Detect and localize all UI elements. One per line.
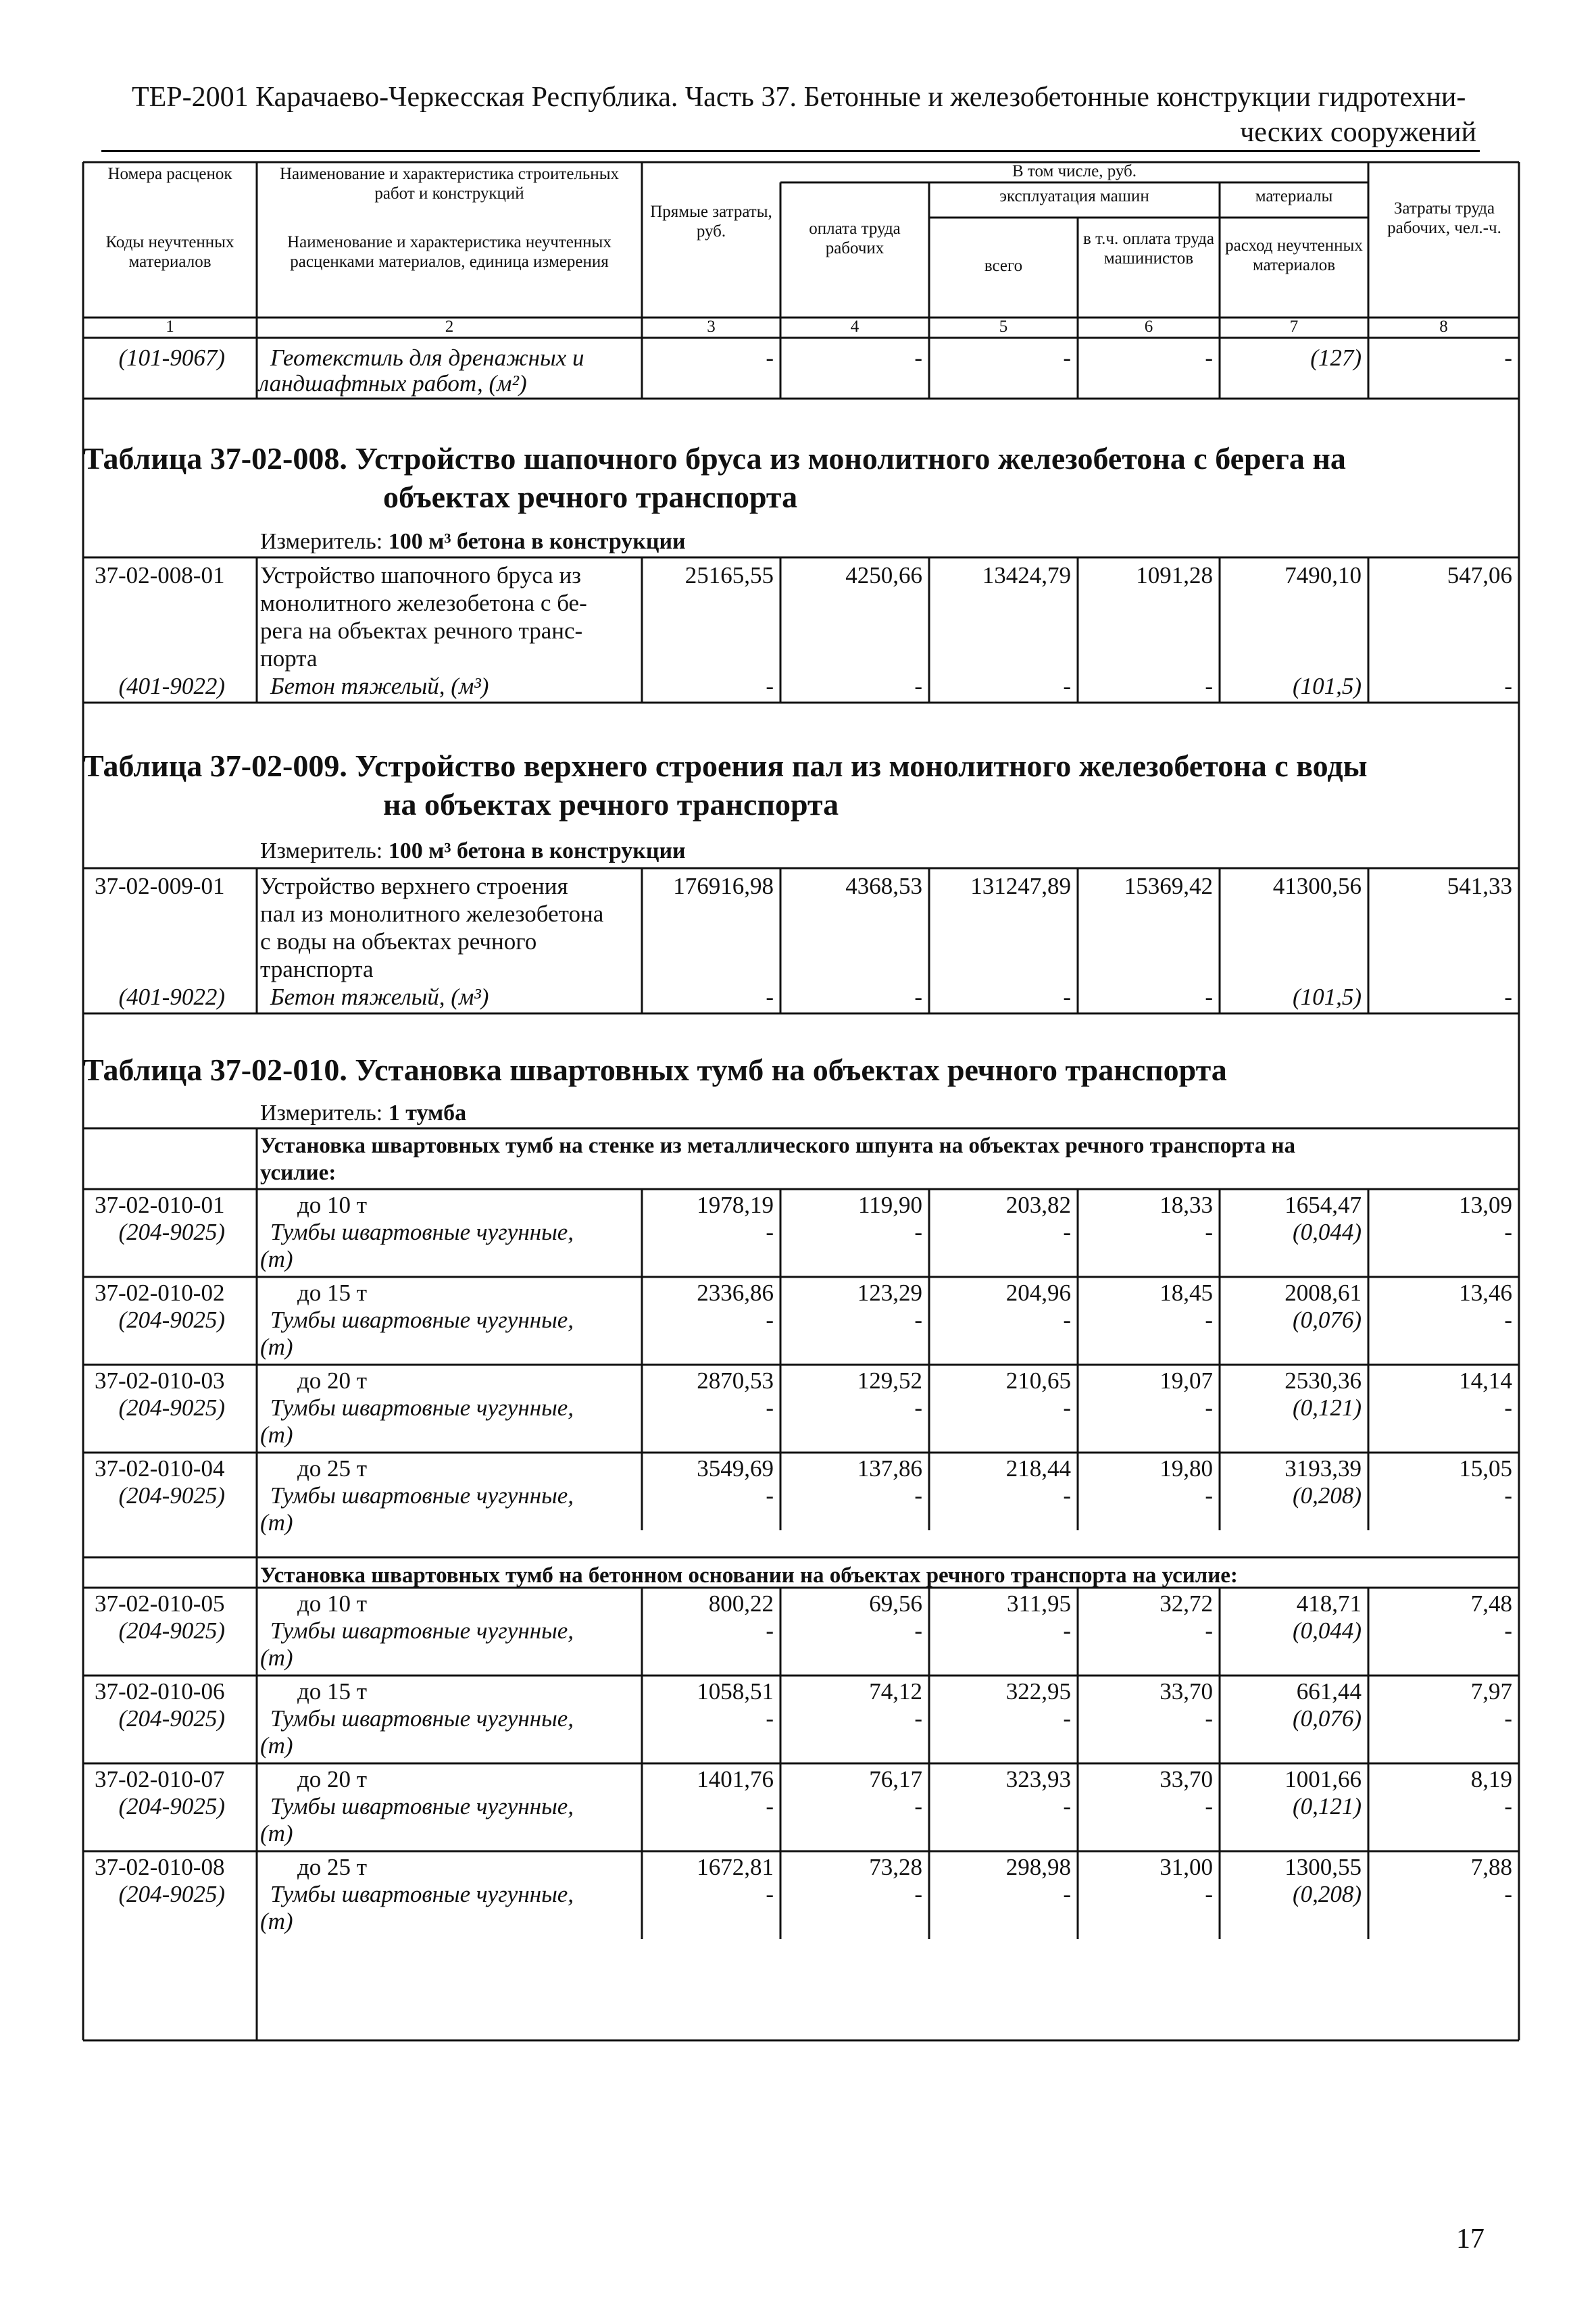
t010-row-m6: - — [1205, 1219, 1213, 1245]
t008-measure — [260, 528, 686, 555]
t010-row-mat-name: Тумбы швартовные чугунные, — [270, 1617, 574, 1644]
t010-row-v7: 661,44 — [1296, 1678, 1362, 1705]
t010-row-v5: 218,44 — [1005, 1455, 1071, 1482]
t008-m5: - — [1063, 673, 1071, 699]
t010-row-v5: 204,96 — [1005, 1280, 1071, 1306]
t010-row-mat-unit: (т) — [260, 1908, 293, 1934]
t010-row-v8: 15,05 — [1459, 1455, 1512, 1482]
t010-row-v8: 13,09 — [1459, 1192, 1512, 1218]
header-line-1: ТЕР-2001 Карачаево-Черкесская Республика. Часть 37. Бетонные и железобетонные конструкции гидротехни- — [132, 82, 1466, 113]
col-number-2: 2 — [445, 318, 454, 336]
t008-name-3: рега на объектах речного транс- — [260, 618, 583, 644]
top-row-name-2: ландшафтных работ, (м²) — [259, 370, 527, 397]
col1-header-top: Номера расценок — [107, 165, 232, 183]
t010-row-v7: 2530,36 — [1285, 1367, 1362, 1394]
t010-row-v8: 8,19 — [1470, 1766, 1512, 1792]
t010-row-name: до 25 т — [297, 1455, 368, 1482]
t010-row-code: 37-02-010-08 — [95, 1854, 225, 1880]
col1-header-bottom: Коды неучтенных материалов — [105, 233, 234, 271]
top-row-v6: - — [1205, 345, 1213, 371]
t010-row-v6: 31,00 — [1159, 1854, 1213, 1880]
t009-name-3: с воды на объектах речного — [260, 928, 537, 955]
t010-row-v8: 7,48 — [1470, 1590, 1512, 1617]
t008-code: 37-02-008-01 — [95, 562, 225, 588]
t010-row-m8: - — [1504, 1793, 1512, 1819]
t009-mat-name: Бетон тяжелый, (м³) — [270, 984, 489, 1010]
t010-row-m7: (0,121) — [1292, 1394, 1362, 1421]
col-number-5: 5 — [999, 318, 1008, 336]
t010-row-m8: - — [1504, 1219, 1512, 1245]
t010-row-v6: 19,80 — [1159, 1455, 1213, 1482]
t010-row-code: 37-02-010-07 — [95, 1766, 225, 1792]
t010-row-v6: 33,70 — [1159, 1766, 1213, 1792]
t008-v7: 7490,10 — [1285, 562, 1362, 588]
t008-m3: - — [766, 673, 774, 699]
t008-title-1: Таблица 37-02-008. Устройство шапочного бруса из монолитного железобетона с берега на — [83, 441, 1346, 476]
t010-row-m6: - — [1205, 1881, 1213, 1907]
t008-m4: - — [914, 673, 922, 699]
t010-row-v8: 14,14 — [1459, 1367, 1512, 1394]
t008-m6: - — [1205, 673, 1213, 699]
t010-row-m8: - — [1504, 1705, 1512, 1732]
t009-v4: 4368,53 — [845, 873, 922, 899]
t010-row-code: 37-02-010-06 — [95, 1678, 225, 1705]
t010-row-code: 37-02-010-02 — [95, 1280, 225, 1306]
t010-row-mat-name: Тумбы швартовные чугунные, — [270, 1793, 574, 1819]
t009-name-4: транспорта — [260, 956, 374, 982]
t010-row-name: до 15 т — [297, 1280, 368, 1306]
t008-measure-value: 100 м³ бетона в конструкции — [388, 529, 686, 554]
t010-row-m4: - — [914, 1881, 922, 1907]
t010-row-v5: 210,65 — [1005, 1367, 1071, 1394]
t010-row-mat-name: Тумбы швартовные чугунные, — [270, 1219, 574, 1245]
t010-title: Таблица 37-02-010. Установка швартовных тумб на объектах речного транспорта — [83, 1053, 1227, 1087]
t010-row-name: до 20 т — [297, 1766, 368, 1792]
t010-row-m6: - — [1205, 1307, 1213, 1333]
top-row-v4: - — [914, 345, 922, 371]
t010-row-v6: 19,07 — [1159, 1367, 1213, 1394]
t010-row-v6: 18,33 — [1159, 1192, 1213, 1218]
t010-row-m3: - — [766, 1793, 774, 1819]
t010-row-v4: 119,90 — [858, 1192, 922, 1218]
page-number: 17 — [1456, 2223, 1485, 2255]
t010-row-mat-unit: (т) — [260, 1732, 293, 1759]
t010-row-m4: - — [914, 1482, 922, 1509]
t010-row-m3: - — [766, 1394, 774, 1421]
t010-row-v8: 7,88 — [1470, 1854, 1512, 1880]
t010-row-m7: (0,208) — [1292, 1881, 1362, 1907]
t010-row-mat-unit: (т) — [260, 1246, 293, 1272]
t010-row-m6: - — [1205, 1482, 1213, 1509]
t010-row-v4: 69,56 — [869, 1590, 922, 1617]
col2-header-bottom: Наименование и характеристика неучтенных расценками материалов, единица измерения — [287, 233, 612, 271]
t010-section-1-line-2: усилие: — [260, 1161, 336, 1185]
t010-row-v3: 2336,86 — [697, 1280, 774, 1306]
t010-row-v3: 1058,51 — [697, 1678, 774, 1705]
t010-row-m4: - — [914, 1617, 922, 1644]
t010-row-v3: 1401,76 — [697, 1766, 774, 1792]
t010-row-mat-code: (204-9025) — [118, 1793, 225, 1819]
t009-mat-code: (401-9022) — [118, 984, 225, 1010]
t010-row-name: до 10 т — [297, 1590, 368, 1617]
t010-row-m8: - — [1504, 1482, 1512, 1509]
t009-measure-value: 100 м³ бетона в конструкции — [388, 838, 686, 863]
t010-row-v3: 800,22 — [708, 1590, 774, 1617]
t010-row-m7: (0,076) — [1292, 1307, 1362, 1333]
t009-m7: (101,5) — [1292, 984, 1362, 1010]
t008-v8: 547,06 — [1447, 562, 1512, 588]
t010-row-mat-code: (204-9025) — [118, 1482, 225, 1509]
t010-measure-value: 1 тумба — [388, 1101, 467, 1126]
t009-v3: 176916,98 — [673, 873, 774, 899]
col6-header: в т.ч. оплата труда машинистов — [1083, 230, 1214, 268]
t010-row-m7: (0,044) — [1292, 1617, 1362, 1644]
t010-row-m3: - — [766, 1617, 774, 1644]
t010-row-v3: 1978,19 — [697, 1192, 774, 1218]
t010-row-mat-unit: (т) — [260, 1422, 293, 1448]
t010-row-v8: 7,97 — [1470, 1678, 1512, 1705]
t010-row-mat-unit: (т) — [260, 1644, 293, 1671]
t009-v6: 15369,42 — [1124, 873, 1213, 899]
t008-mat-code: (401-9022) — [118, 673, 225, 699]
t008-mat-name: Бетон тяжелый, (м³) — [270, 673, 489, 699]
t010-row-v6: 32,72 — [1159, 1590, 1213, 1617]
t009-code: 37-02-009-01 — [95, 873, 225, 899]
t010-row-m8: - — [1504, 1617, 1512, 1644]
materials-header: материалы — [1255, 187, 1333, 205]
t010-row-v4: 73,28 — [869, 1854, 922, 1880]
t010-row-m6: - — [1205, 1617, 1213, 1644]
t010-row-mat-name: Тумбы швартовные чугунные, — [270, 1307, 574, 1333]
t008-v4: 4250,66 — [845, 562, 922, 588]
col4-header: оплата труда рабочих — [809, 220, 901, 257]
t010-row-m7: (0,208) — [1292, 1482, 1362, 1509]
t008-m7: (101,5) — [1292, 673, 1362, 699]
header-line-2: ческих сооружений — [1240, 117, 1476, 148]
t010-row-mat-code: (204-9025) — [118, 1394, 225, 1421]
t010-row-m8: - — [1504, 1394, 1512, 1421]
t010-row-v4: 129,52 — [857, 1367, 922, 1394]
t010-row-v7: 1001,66 — [1285, 1766, 1362, 1792]
t009-m3: - — [766, 984, 774, 1010]
t010-row-mat-code: (204-9025) — [118, 1705, 225, 1732]
t010-row-mat-unit: (т) — [260, 1334, 293, 1360]
t010-row-mat-name: Тумбы швартовные чугунные, — [270, 1394, 574, 1421]
t010-row-m4: - — [914, 1307, 922, 1333]
t010-row-m6: - — [1205, 1705, 1213, 1732]
t009-m5: - — [1063, 984, 1071, 1010]
top-row-name-1: Геотекстиль для дренажных и — [270, 345, 584, 371]
t010-row-m5: - — [1063, 1793, 1071, 1819]
t010-row-v4: 123,29 — [857, 1280, 922, 1306]
t010-row-m8: - — [1504, 1307, 1512, 1333]
t010-row-m3: - — [766, 1881, 774, 1907]
t010-row-mat-name: Тумбы швартовные чугунные, — [270, 1482, 574, 1509]
t010-row-mat-name: Тумбы швартовные чугунные, — [270, 1881, 574, 1907]
t010-row-m4: - — [914, 1394, 922, 1421]
col7-header: расход неучтенных материалов — [1225, 236, 1363, 274]
t010-row-code: 37-02-010-01 — [95, 1192, 225, 1218]
machines-header: эксплуатация машин — [999, 187, 1149, 205]
t010-row-m8: - — [1504, 1881, 1512, 1907]
t010-row-m4: - — [914, 1705, 922, 1732]
t008-measure-label: Измеритель: — [260, 529, 383, 554]
top-row-v8: - — [1504, 345, 1512, 371]
t009-v5: 131247,89 — [970, 873, 1071, 899]
t010-row-m5: - — [1063, 1617, 1071, 1644]
t009-title-2: на объектах речного транспорта — [383, 787, 839, 822]
t010-row-v4: 137,86 — [857, 1455, 922, 1482]
t009-name-2: пал из монолитного железобетона — [260, 901, 604, 927]
t010-row-v7: 2008,61 — [1285, 1280, 1362, 1306]
t009-m4: - — [914, 984, 922, 1010]
t009-name-1: Устройство верхнего строения — [260, 873, 568, 899]
t009-measure — [260, 838, 686, 865]
top-row-code: (101-9067) — [118, 345, 225, 371]
t010-row-mat-code: (204-9025) — [118, 1219, 225, 1245]
t010-row-v5: 323,93 — [1005, 1766, 1071, 1792]
t010-row-m4: - — [914, 1793, 922, 1819]
t010-row-m5: - — [1063, 1482, 1071, 1509]
t010-row-v5: 298,98 — [1005, 1854, 1071, 1880]
t008-m8: - — [1504, 673, 1512, 699]
t008-name-2: монолитного железобетона с бе- — [260, 590, 587, 616]
t010-row-v5: 322,95 — [1005, 1678, 1071, 1705]
t010-row-code: 37-02-010-05 — [95, 1590, 225, 1617]
t010-measure — [260, 1100, 466, 1127]
t009-m8: - — [1504, 984, 1512, 1010]
t010-row-code: 37-02-010-04 — [95, 1455, 225, 1482]
t010-row-m3: - — [766, 1705, 774, 1732]
t010-row-mat-name: Тумбы швартовные чугунные, — [270, 1705, 574, 1732]
t010-row-m5: - — [1063, 1394, 1071, 1421]
t010-row-v3: 2870,53 — [697, 1367, 774, 1394]
t010-section-2: Установка швартовных тумб на бетонном основании на объектах речного транспорта на усилие: — [260, 1563, 1238, 1588]
t010-row-v7: 3193,39 — [1285, 1455, 1362, 1482]
col-number-1: 1 — [166, 318, 174, 336]
t008-v6: 1091,28 — [1136, 562, 1213, 588]
t010-row-m5: - — [1063, 1307, 1071, 1333]
t010-row-m7: (0,076) — [1292, 1705, 1362, 1732]
t010-row-m4: - — [914, 1219, 922, 1245]
t010-row-m3: - — [766, 1219, 774, 1245]
t008-title-2: объектах речного транспорта — [383, 480, 798, 514]
t010-row-v7: 418,71 — [1296, 1590, 1362, 1617]
t010-row-v3: 1672,81 — [697, 1854, 774, 1880]
t008-name-1: Устройство шапочного бруса из — [260, 562, 581, 588]
t010-row-m7: (0,044) — [1292, 1219, 1362, 1245]
t009-v7: 41300,56 — [1272, 873, 1362, 899]
top-row-v5: - — [1063, 345, 1071, 371]
t010-row-v3: 3549,69 — [697, 1455, 774, 1482]
col-number-4: 4 — [850, 318, 859, 336]
group-header: В том числе, руб. — [1012, 162, 1137, 180]
t010-row-name: до 20 т — [297, 1367, 368, 1394]
t010-row-m5: - — [1063, 1219, 1071, 1245]
col-number-8: 8 — [1439, 318, 1448, 336]
col8-header: Затраты труда рабочих, чел.-ч. — [1387, 199, 1501, 237]
t010-row-m5: - — [1063, 1881, 1071, 1907]
t010-row-v5: 203,82 — [1005, 1192, 1071, 1218]
t010-row-v8: 13,46 — [1459, 1280, 1512, 1306]
t010-row-m5: - — [1063, 1705, 1071, 1732]
t010-row-v5: 311,95 — [1007, 1590, 1071, 1617]
col3-header: Прямые затраты, руб. — [650, 203, 772, 241]
t010-row-name: до 10 т — [297, 1192, 368, 1218]
t010-row-mat-unit: (т) — [260, 1820, 293, 1846]
t010-row-name: до 15 т — [297, 1678, 368, 1705]
t009-m6: - — [1205, 984, 1213, 1010]
t010-row-code: 37-02-010-03 — [95, 1367, 225, 1394]
t010-row-m6: - — [1205, 1394, 1213, 1421]
t010-row-mat-code: (204-9025) — [118, 1881, 225, 1907]
t010-row-m6: - — [1205, 1793, 1213, 1819]
t010-measure-label: Измеритель: — [260, 1101, 383, 1126]
col-number-6: 6 — [1144, 318, 1153, 336]
t010-row-v6: 33,70 — [1159, 1678, 1213, 1705]
t008-name-4: порта — [260, 645, 318, 672]
col-number-7: 7 — [1289, 318, 1299, 336]
col5-header: всего — [984, 257, 1023, 275]
t010-row-mat-unit: (т) — [260, 1509, 293, 1536]
col-number-3: 3 — [707, 318, 716, 336]
top-row-v7: (127) — [1310, 345, 1362, 371]
t010-row-m3: - — [766, 1307, 774, 1333]
t010-row-v6: 18,45 — [1159, 1280, 1213, 1306]
t010-section-1-line-1: Установка швартовных тумб на стенке из металлического шпунта на объектах речного транспорта на — [260, 1134, 1296, 1158]
t010-row-v4: 74,12 — [869, 1678, 922, 1705]
t009-measure-label: Измеритель: — [260, 838, 383, 863]
t010-row-mat-code: (204-9025) — [118, 1307, 225, 1333]
col2-header-top: Наименование и характеристика строительных работ и конструкций — [279, 165, 619, 203]
t010-row-v4: 76,17 — [869, 1766, 922, 1792]
top-row-v3: - — [766, 345, 774, 371]
t010-row-v7: 1654,47 — [1285, 1192, 1362, 1218]
t010-row-m7: (0,121) — [1292, 1793, 1362, 1819]
t009-title-1: Таблица 37-02-009. Устройство верхнего строения пал из монолитного железобетона с воды — [83, 749, 1368, 783]
t010-row-name: до 25 т — [297, 1854, 368, 1880]
t008-v3: 25165,55 — [684, 562, 774, 588]
t010-row-mat-code: (204-9025) — [118, 1617, 225, 1644]
t009-v8: 541,33 — [1447, 873, 1512, 899]
t010-row-m3: - — [766, 1482, 774, 1509]
t008-v5: 13424,79 — [982, 562, 1071, 588]
t010-row-v7: 1300,55 — [1285, 1854, 1362, 1880]
